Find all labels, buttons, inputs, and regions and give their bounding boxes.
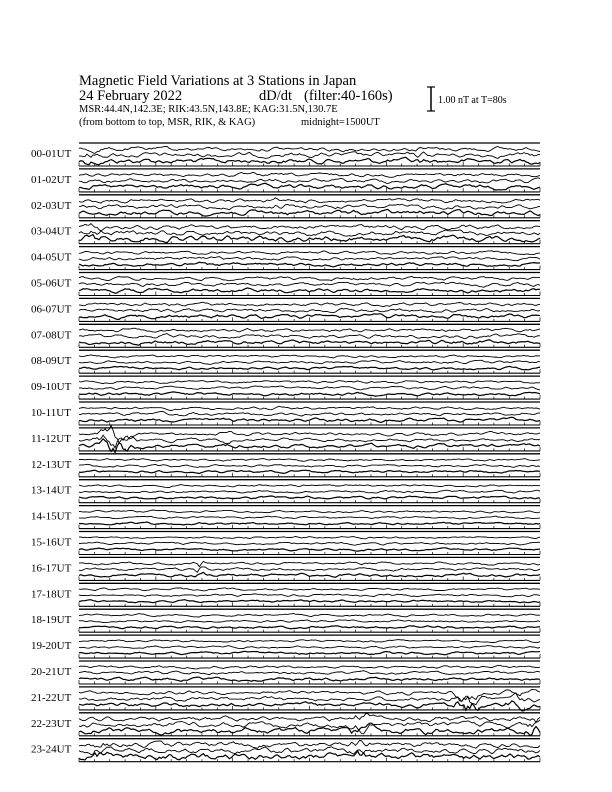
trace-rik [79,747,540,755]
hour-row [31,713,540,736]
trace-kag [79,740,540,748]
hour-row [31,324,540,347]
hour-row [31,221,540,244]
row-time-label: 19-20UT [31,640,72,653]
row-time-label: 09-10UT [31,381,72,394]
trace-rik [79,204,540,209]
trace-rik [79,542,540,545]
trace-msr [79,496,540,499]
row-time-label: 06-07UT [31,303,72,316]
hour-row [31,169,540,192]
row-time-label: 14-15UT [31,510,72,523]
trace-kag [79,146,540,153]
trace-kag [79,328,540,332]
trace-kag [79,302,540,306]
row-time-label: 02-03UT [31,199,72,212]
order-label: (from bottom to top, MSR, RIK, & KAG) [79,117,256,128]
trace-rik [79,646,540,649]
hour-row [31,376,540,399]
chart-date: 24 February 2022 [79,88,183,104]
trace-rik [79,257,540,261]
trace-kag [79,640,540,643]
trace-kag [79,588,540,591]
row-time-label: 04-05UT [31,251,72,264]
trace-kag [79,355,540,358]
trace-rik [79,334,540,339]
trace-kag [79,537,540,539]
hour-row [31,506,540,529]
row-time-label: 00-01UT [31,148,72,160]
trace-rik [79,516,540,519]
trace-rik [79,490,540,493]
hour-row [31,425,540,452]
row-time-label: 21-22UT [31,691,72,704]
trace-kag [79,485,540,488]
trace-rik [79,671,540,675]
hour-row [31,454,540,477]
trace-kag [79,224,540,231]
hour-row [31,583,540,606]
trace-kag [79,614,540,618]
row-time-label: 08-09UT [31,355,72,368]
trace-kag [79,714,540,723]
hour-row [31,247,540,270]
hour-row [31,557,540,580]
row-time-label: 05-06UT [31,277,72,290]
trace-rik [79,620,540,623]
hour-row [31,687,540,711]
stations-label: MSR:44.4N,142.3E; RIK:43.5N,143.8E; KAG:31.5N,130.7E [79,104,338,115]
hour-row [31,298,540,321]
hour-row [31,739,540,762]
hour-row [31,532,540,555]
trace-rik [79,435,540,448]
row-time-label: 11-12UT [31,432,71,445]
trace-kag [79,276,540,280]
trace-kag [79,172,540,177]
row-time-label: 07-08UT [31,329,72,342]
trace-rik [79,308,540,312]
scale-bar [427,87,435,111]
row-time-label: 03-04UT [31,225,72,238]
hour-row [31,350,540,373]
hour-row [31,143,540,166]
hour-row [31,635,540,658]
midnight-label: midnight=1500UT [301,117,380,128]
row-time-label: 13-14UT [31,484,72,497]
scale-bar-label: 1.00 nT at T=80s [438,95,507,106]
trace-rik [79,152,540,159]
trace-kag [79,459,540,462]
row-time-label: 20-21UT [31,666,72,678]
component-label: dD/dt [259,88,293,104]
row-time-label: 10-11UT [31,407,71,419]
row-time-label: 12-13UT [31,458,72,471]
row-time-label: 01-02UT [31,173,72,186]
trace-kag [79,198,540,203]
trace-kag [79,561,540,566]
trace-msr [79,522,540,525]
trace-rik [79,411,540,416]
trace-rik [79,594,540,597]
trace-kag [79,381,540,384]
trace-kag [79,251,540,255]
hour-row [31,480,540,503]
trace-rik [79,282,540,287]
hour-rows [31,143,540,762]
trace-kag [79,665,540,669]
trace-msr [79,600,540,603]
row-time-label: 17-18UT [31,588,72,601]
chart-title: Magnetic Field Variations at 3 Stations in Japan [79,73,357,89]
trace-rik [79,178,540,184]
hour-row [31,661,540,684]
row-time-label: 22-23UT [31,717,72,730]
row-time-label: 16-17UT [31,562,72,575]
row-time-label: 15-16UT [31,536,72,549]
hour-row [31,609,540,632]
trace-rik [79,464,540,467]
filter-label: (filter:40-160s) [304,88,393,104]
row-time-label: 23-24UT [31,743,72,756]
trace-rik [79,360,540,364]
trace-rik [79,230,540,236]
trace-rik [79,567,540,573]
hour-row [31,195,540,218]
hour-row [31,273,540,296]
trace-kag [79,406,540,410]
hour-row [31,402,540,425]
trace-rik [79,386,540,390]
row-time-label: 18-19UT [31,614,72,627]
trace-kag [79,510,540,513]
